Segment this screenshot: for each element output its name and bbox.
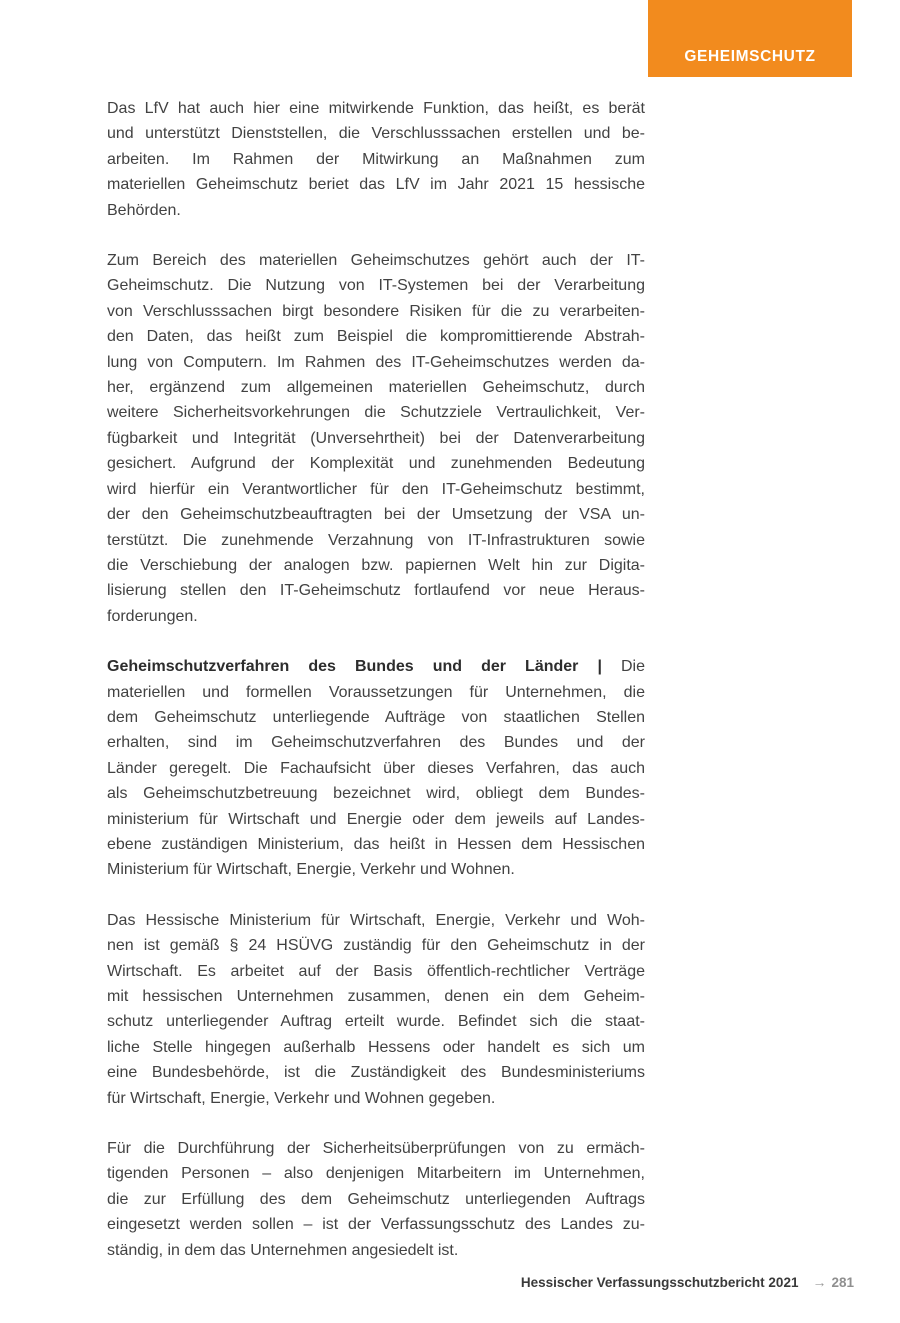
text-line: wird hierfür ein Verantwortlicher für den IT-Geheimschutz bestimmt,	[107, 480, 645, 498]
text-line: eingesetzt werden sollen – ist der Verfassungsschutz des Landes zu-	[107, 1216, 645, 1234]
text-line: Länder geregelt. Die Fachaufsicht über dieses Verfahren, das auch	[107, 759, 645, 777]
text-line: arbeiten. Im Rahmen der Mitwirkung an Maßnahmen zum	[107, 150, 645, 168]
text-line: Für die Durchführung der Sicherheitsüberprüfungen von zu ermäch-	[107, 1140, 645, 1158]
paragraph	[107, 248, 645, 629]
text-line: die zur Erfüllung des dem Geheimschutz unterliegenden Auftrags	[107, 1190, 645, 1208]
text-line: den Daten, das heißt zum Beispiel die kompromittierende Abstrah-	[107, 328, 645, 346]
text-line: Zum Bereich des materiellen Geheimschutzes gehört auch der IT-	[107, 252, 645, 270]
text-line: Das Hessische Ministerium für Wirtschaft, Energie, Verkehr und Woh-	[107, 911, 645, 929]
arrow-right-icon: →	[812, 1274, 827, 1290]
text-line: fügbarkeit und Integrität (Unversehrtheit) bei der Datenverarbeitung	[107, 429, 645, 447]
text-line: dem Geheimschutz unterliegende Aufträge von staatlichen Stellen	[107, 708, 645, 726]
text-line: und unterstützt Dienststellen, die Verschlusssachen erstellen und be-	[107, 125, 645, 143]
section-tab-label: GEHEIMSCHUTZ	[684, 48, 816, 65]
page-number: 281	[831, 1275, 854, 1290]
text-line: Ministerium für Wirtschaft, Energie, Verkehr und Wohnen.	[107, 861, 515, 879]
paragraph	[107, 1136, 645, 1263]
page-content	[107, 96, 645, 1263]
text-line: lung von Computern. Im Rahmen des IT-Geheimschutzes werden da-	[107, 353, 645, 371]
text-line: liche Stelle hingegen außerhalb Hessens oder handelt es sich um	[107, 1038, 645, 1056]
paragraph	[107, 96, 645, 223]
text-line: Das LfV hat auch hier eine mitwirkende Funktion, das heißt, es berät	[107, 100, 645, 117]
section-tab-geheimschutz	[648, 0, 852, 77]
text-line: schutz unterliegender Auftrag erteilt wurde. Befindet sich die staat-	[107, 1013, 645, 1031]
text-line: Geheimschutzverfahren des Bundes und der Länder | Die	[107, 658, 646, 676]
text-line: mit hessischen Unternehmen zusammen, denen ein dem Geheim-	[107, 988, 645, 1005]
text-line: nen ist gemäß § 24 HSÜVG zuständig für den Geheimschutz in der	[107, 937, 645, 955]
paragraph	[107, 908, 645, 1111]
text-line: Wirtschaft. Es arbeitet auf der Basis öffentlich-rechtlicher Verträge	[107, 962, 645, 980]
paragraph-lead-bold: Geheimschutzverfahren des Bundes und der Länder |	[107, 658, 602, 676]
text-line: Geheimschutz. Die Nutzung von IT-Systemen bei der Verarbeitung	[107, 277, 645, 295]
paragraph	[107, 654, 645, 883]
text-line: her, ergänzend zum allgemeinen materiellen Geheimschutz, durch	[107, 379, 645, 397]
text-line: lisierung stellen den IT-Geheimschutz fortlaufend vor neue Heraus-	[107, 582, 645, 600]
text-line: materiellen und formellen Voraussetzungen für Unternehmen, die	[107, 683, 645, 701]
page-footer	[521, 1274, 854, 1290]
text-line: erhalten, sind im Geheimschutzverfahren des Bundes und der	[107, 734, 645, 752]
text-line: die Verschiebung der analogen bzw. papiernen Welt hin zur Digita-	[107, 556, 645, 574]
footer-report-title: Hessischer Verfassungsschutzbericht 2021	[520, 1275, 799, 1290]
text-line: als Geheimschutzbetreuung bezeichnet wird, obliegt dem Bundes-	[107, 785, 645, 803]
text-line: der den Geheimschutzbeauftragten bei der Umsetzung der VSA un-	[107, 506, 645, 524]
text-line: ministerium für Wirtschaft und Energie oder dem jeweils auf Landes-	[107, 810, 645, 828]
text-line: forderungen.	[107, 607, 198, 625]
text-line: ebene zuständigen Ministerium, das heißt in Hessen dem Hessischen	[107, 835, 645, 853]
text-line: weitere Sicherheitsvorkehrungen die Schutzziele Vertraulichkeit, Ver-	[107, 404, 645, 422]
text-line: ständig, in dem das Unternehmen angesiedelt ist.	[107, 1241, 459, 1259]
text-line: für Wirtschaft, Energie, Verkehr und Wohnen gegeben.	[107, 1089, 496, 1107]
text-line: terstützt. Die zunehmende Verzahnung von IT-Infrastrukturen sowie	[107, 531, 645, 549]
text-line: Behörden.	[107, 201, 181, 219]
text-line: materiellen Geheimschutz beriet das LfV im Jahr 2021 15 hessische	[107, 176, 645, 194]
text-line: von Verschlusssachen birgt besondere Risiken für die zu verarbeiten-	[107, 302, 645, 320]
text-line: eine Bundesbehörde, ist die Zuständigkeit des Bundesministeriums	[107, 1064, 645, 1082]
footer-page-ref	[812, 1274, 854, 1290]
text-line: tigenden Personen – also denjenigen Mitarbeitern im Unternehmen,	[107, 1165, 645, 1183]
text-line: gesichert. Aufgrund der Komplexität und zunehmenden Bedeutung	[107, 455, 645, 473]
